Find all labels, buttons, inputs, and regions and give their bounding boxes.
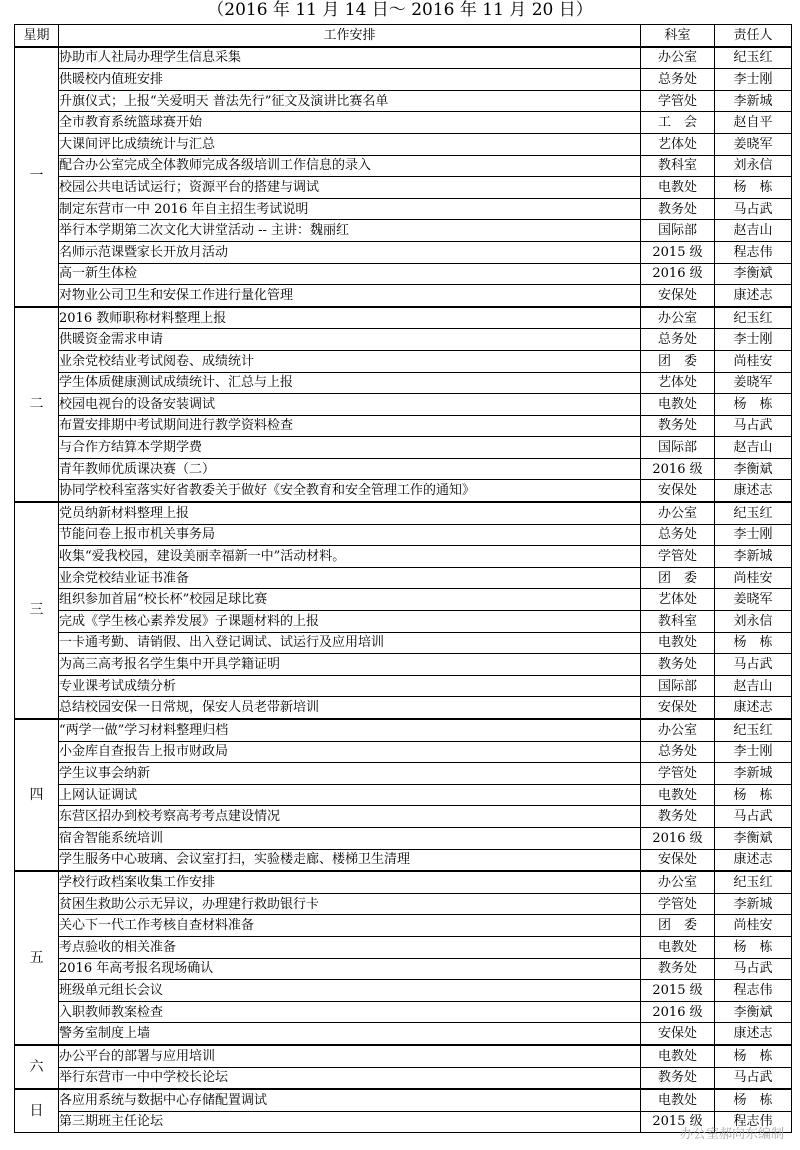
person-cell: 尚桂安 xyxy=(715,567,792,589)
dept-cell: 电教处 xyxy=(641,1089,715,1111)
table-row xyxy=(15,675,792,697)
day-group xyxy=(15,1089,792,1133)
task-cell: 供暖校内值班安排 xyxy=(59,69,641,91)
dept-cell: 电教处 xyxy=(641,394,715,416)
task-cell: 业余党校结业考试阅卷、成绩统计 xyxy=(59,350,641,372)
dept-cell: 2015 级 xyxy=(641,980,715,1002)
person-cell: 杨 栋 xyxy=(715,632,792,654)
table-row xyxy=(15,177,792,199)
person-cell: 李新城 xyxy=(715,763,792,785)
person-cell: 杨 栋 xyxy=(715,177,792,199)
dept-cell: 教科室 xyxy=(641,611,715,633)
table-row xyxy=(15,1089,792,1111)
dept-cell: 安保处 xyxy=(641,697,715,719)
dept-cell: 国际部 xyxy=(641,220,715,242)
person-cell: 刘永信 xyxy=(715,611,792,633)
dept-cell: 安保处 xyxy=(641,480,715,502)
person-cell: 纪玉红 xyxy=(715,871,792,893)
table-row xyxy=(15,915,792,937)
table-row xyxy=(15,763,792,785)
dept-cell: 学管处 xyxy=(641,546,715,568)
task-cell: 班级单元组长会议 xyxy=(59,980,641,1002)
task-cell: 上网认证调试 xyxy=(59,784,641,806)
person-cell: 赵自平 xyxy=(715,112,792,134)
task-cell: 2016 教师职称材料整理上报 xyxy=(59,307,641,329)
table-header xyxy=(15,25,792,47)
dept-cell: 总务处 xyxy=(641,329,715,351)
dept-cell: 总务处 xyxy=(641,69,715,91)
table-row xyxy=(15,524,792,546)
table-row xyxy=(15,697,792,719)
person-cell: 李新城 xyxy=(715,90,792,112)
dept-cell: 2015 级 xyxy=(641,241,715,263)
task-cell: 关心下一代工作考核自查材料准备 xyxy=(59,915,641,937)
dept-cell: 办公室 xyxy=(641,307,715,329)
table-row xyxy=(15,871,792,893)
table-row xyxy=(15,350,792,372)
task-cell: 一卡通考勤、请销假、出入登记调试、试运行及应用培训 xyxy=(59,632,641,654)
table-row xyxy=(15,741,792,763)
dept-cell: 办公室 xyxy=(641,47,715,69)
table-row xyxy=(15,458,792,480)
person-cell: 康述志 xyxy=(715,697,792,719)
dept-cell: 电教处 xyxy=(641,177,715,199)
person-cell: 马占武 xyxy=(715,654,792,676)
day-cell: 日 xyxy=(15,1089,59,1133)
task-cell: 全市教育系统篮球赛开始 xyxy=(59,112,641,134)
person-cell: 康述志 xyxy=(715,1023,792,1045)
day-group xyxy=(15,871,792,1045)
table-row xyxy=(15,849,792,871)
person-cell: 纪玉红 xyxy=(715,47,792,69)
task-cell: 宿舍智能系统培训 xyxy=(59,827,641,849)
day-cell: 二 xyxy=(15,307,59,502)
person-cell: 杨 栋 xyxy=(715,394,792,416)
dept-cell: 安保处 xyxy=(641,1023,715,1045)
person-cell: 马占武 xyxy=(715,1067,792,1089)
dept-cell: 艺体处 xyxy=(641,133,715,155)
task-cell: 对物业公司卫生和安保工作进行量化管理 xyxy=(59,285,641,307)
table-row xyxy=(15,546,792,568)
task-cell: 供暖资金需求申请 xyxy=(59,329,641,351)
table-row xyxy=(15,1001,792,1023)
person-cell: 赵吉山 xyxy=(715,437,792,459)
person-cell: 康述志 xyxy=(715,849,792,871)
task-cell: 为高三高考报名学生集中开具学籍证明 xyxy=(59,654,641,676)
dept-cell: 教务处 xyxy=(641,654,715,676)
task-cell: 校园公共电话试运行；资源平台的搭建与调试 xyxy=(59,177,641,199)
task-cell: 节能问卷上报市机关事务局 xyxy=(59,524,641,546)
day-cell: 一 xyxy=(15,47,59,307)
task-cell: 名师示范课暨家长开放月活动 xyxy=(59,241,641,263)
task-cell: 举行东营市一中中学校长论坛 xyxy=(59,1067,641,1089)
table-row xyxy=(15,480,792,502)
dept-cell: 国际部 xyxy=(641,675,715,697)
task-cell: 各应用系统与数据中心存储配置调试 xyxy=(59,1089,641,1111)
task-cell: 业余党校结业证书准备 xyxy=(59,567,641,589)
table-row xyxy=(15,589,792,611)
person-cell: 李士刚 xyxy=(715,329,792,351)
person-cell: 马占武 xyxy=(715,198,792,220)
table-row xyxy=(15,112,792,134)
dept-cell: 2016 级 xyxy=(641,1001,715,1023)
footer-credit: 办公室郝向东编制 xyxy=(679,1127,784,1142)
dept-cell: 电教处 xyxy=(641,1045,715,1067)
task-cell: 升旗仪式；上报“关爱明天 普法先行”征文及演讲比赛名单 xyxy=(59,90,641,112)
dept-cell: 学管处 xyxy=(641,893,715,915)
dept-cell: 国际部 xyxy=(641,437,715,459)
dept-cell: 学管处 xyxy=(641,90,715,112)
dept-cell: 电教处 xyxy=(641,784,715,806)
dept-cell: 教务处 xyxy=(641,198,715,220)
task-cell: 学生议事会纳新 xyxy=(59,763,641,785)
person-cell: 尚桂安 xyxy=(715,915,792,937)
day-group xyxy=(15,719,792,871)
dept-cell: 团 委 xyxy=(641,350,715,372)
person-cell: 马占武 xyxy=(715,806,792,828)
table-row xyxy=(15,980,792,1002)
table-row xyxy=(15,719,792,741)
day-cell: 三 xyxy=(15,502,59,719)
person-cell: 李衡斌 xyxy=(715,458,792,480)
day-group xyxy=(15,502,792,719)
weekly-schedule-table xyxy=(14,24,792,1133)
task-cell: 第三期班主任论坛 xyxy=(59,1111,641,1133)
person-cell: 杨 栋 xyxy=(715,936,792,958)
dept-cell: 电教处 xyxy=(641,936,715,958)
day-group xyxy=(15,307,792,502)
table-row xyxy=(15,415,792,437)
dept-cell: 工 会 xyxy=(641,112,715,134)
person-cell: 程志伟 xyxy=(715,241,792,263)
task-cell: 学校行政档案收集工作安排 xyxy=(59,871,641,893)
person-cell: 刘永信 xyxy=(715,155,792,177)
person-cell: 纪玉红 xyxy=(715,307,792,329)
dept-cell: 总务处 xyxy=(641,524,715,546)
schedule-title: （2016 年 11 月 14 日～ 2016 年 11 月 20 日） xyxy=(207,0,593,20)
person-cell: 姜晓军 xyxy=(715,589,792,611)
table-row xyxy=(15,69,792,91)
dept-cell: 教务处 xyxy=(641,958,715,980)
task-cell: 贫困生救助公示无异议，办理建行救助银行卡 xyxy=(59,893,641,915)
task-cell: 完成《学生核心素养发展》子课题材料的上报 xyxy=(59,611,641,633)
dept-cell: 2016 级 xyxy=(641,263,715,285)
table-row xyxy=(15,806,792,828)
person-cell: 程志伟 xyxy=(715,980,792,1002)
table-row xyxy=(15,958,792,980)
table-row xyxy=(15,611,792,633)
dept-cell: 团 委 xyxy=(641,915,715,937)
table-row xyxy=(15,47,792,69)
person-cell: 纪玉红 xyxy=(715,719,792,741)
header-dept: 科室 xyxy=(641,25,715,47)
task-cell: 办公平台的部署与应用培训 xyxy=(59,1045,641,1067)
person-cell: 马占武 xyxy=(715,415,792,437)
person-cell: 杨 栋 xyxy=(715,784,792,806)
dept-cell: 办公室 xyxy=(641,502,715,524)
dept-cell: 总务处 xyxy=(641,741,715,763)
task-cell: 总结校园安保一日常规，保安人员老带新培训 xyxy=(59,697,641,719)
person-cell: 尚桂安 xyxy=(715,350,792,372)
day-cell: 四 xyxy=(15,719,59,871)
person-cell: 杨 栋 xyxy=(715,1045,792,1067)
dept-cell: 教务处 xyxy=(641,806,715,828)
person-cell: 赵吉山 xyxy=(715,675,792,697)
person-cell: 李士刚 xyxy=(715,524,792,546)
task-cell: 协助市人社局办理学生信息采集 xyxy=(59,47,641,69)
task-cell: 举行本学期第二次文化大讲堂活动 -- 主讲：魏丽红 xyxy=(59,220,641,242)
task-cell: 党员纳新材料整理上报 xyxy=(59,502,641,524)
table-row xyxy=(15,155,792,177)
task-cell: 青年教师优质课决赛（二） xyxy=(59,458,641,480)
task-cell: “两学一做”学习材料整理归档 xyxy=(59,719,641,741)
person-cell: 马占武 xyxy=(715,958,792,980)
person-cell: 姜晓军 xyxy=(715,372,792,394)
task-cell: 警务室制度上墙 xyxy=(59,1023,641,1045)
person-cell: 康述志 xyxy=(715,480,792,502)
table-row xyxy=(15,263,792,285)
table-row xyxy=(15,1023,792,1045)
header-task: 工作安排 xyxy=(59,25,641,47)
table-row xyxy=(15,632,792,654)
dept-cell: 2016 级 xyxy=(641,827,715,849)
task-cell: 2016 年高考报名现场确认 xyxy=(59,958,641,980)
task-cell: 配合办公室完成全体教师完成各级培训工作信息的录入 xyxy=(59,155,641,177)
person-cell: 李士刚 xyxy=(715,69,792,91)
dept-cell: 团 委 xyxy=(641,567,715,589)
table-row xyxy=(15,198,792,220)
dept-cell: 学管处 xyxy=(641,763,715,785)
task-cell: 学生服务中心玻璃、会议室打扫，实验楼走廊、楼梯卫生清理 xyxy=(59,849,641,871)
task-cell: 组织参加首届“校长杯”校园足球比赛 xyxy=(59,589,641,611)
task-cell: 小金库自查报告上报市财政局 xyxy=(59,741,641,763)
table-row xyxy=(15,220,792,242)
dept-cell: 办公室 xyxy=(641,871,715,893)
person-cell: 程志伟 xyxy=(715,1111,792,1133)
task-cell: 收集“爱我校园，建设美丽幸福新一中”活动材料。 xyxy=(59,546,641,568)
dept-cell: 教务处 xyxy=(641,415,715,437)
table-row xyxy=(15,1045,792,1067)
table-row xyxy=(15,437,792,459)
task-cell: 考点验收的相关准备 xyxy=(59,936,641,958)
table-row xyxy=(15,329,792,351)
table-row xyxy=(15,893,792,915)
task-cell: 高一新生体检 xyxy=(59,263,641,285)
dept-cell: 2016 级 xyxy=(641,458,715,480)
dept-cell: 安保处 xyxy=(641,285,715,307)
header-person: 责任人 xyxy=(715,25,792,47)
task-cell: 布置安排期中考试期间进行教学资料检查 xyxy=(59,415,641,437)
dept-cell: 安保处 xyxy=(641,849,715,871)
day-cell: 六 xyxy=(15,1045,59,1089)
table-row xyxy=(15,241,792,263)
dept-cell: 2015 级 xyxy=(641,1111,715,1133)
table-row xyxy=(15,372,792,394)
person-cell: 李衡斌 xyxy=(715,1001,792,1023)
table-row xyxy=(15,133,792,155)
table-row xyxy=(15,784,792,806)
person-cell: 李衡斌 xyxy=(715,827,792,849)
day-group xyxy=(15,1045,792,1089)
table-row xyxy=(15,1067,792,1089)
table-row xyxy=(15,307,792,329)
header-day: 星期 xyxy=(15,25,59,47)
dept-cell: 电教处 xyxy=(641,632,715,654)
task-cell: 制定东营市一中 2016 年自主招生考试说明 xyxy=(59,198,641,220)
table-row xyxy=(15,827,792,849)
dept-cell: 艺体处 xyxy=(641,372,715,394)
dept-cell: 艺体处 xyxy=(641,589,715,611)
task-cell: 协同学校科室落实好省教委关于做好《安全教育和安全管理工作的通知》 xyxy=(59,480,641,502)
table-row xyxy=(15,654,792,676)
task-cell: 校园电视台的设备安装调试 xyxy=(59,394,641,416)
person-cell: 李新城 xyxy=(715,893,792,915)
day-group xyxy=(15,47,792,307)
task-cell: 与合作方结算本学期学费 xyxy=(59,437,641,459)
dept-cell: 办公室 xyxy=(641,719,715,741)
dept-cell: 教科室 xyxy=(641,155,715,177)
table-row xyxy=(15,502,792,524)
table-row xyxy=(15,567,792,589)
table-row xyxy=(15,90,792,112)
task-cell: 大课间评比成绩统计与汇总 xyxy=(59,133,641,155)
person-cell: 姜晓军 xyxy=(715,133,792,155)
person-cell: 杨 栋 xyxy=(715,1089,792,1111)
table-row xyxy=(15,394,792,416)
person-cell: 赵吉山 xyxy=(715,220,792,242)
task-cell: 入职教师教案检查 xyxy=(59,1001,641,1023)
task-cell: 东营区招办到校考察高考考点建设情况 xyxy=(59,806,641,828)
person-cell: 李新城 xyxy=(715,546,792,568)
person-cell: 李衡斌 xyxy=(715,263,792,285)
dept-cell: 教务处 xyxy=(641,1067,715,1089)
table-row xyxy=(15,936,792,958)
table-row xyxy=(15,1111,792,1133)
task-cell: 专业课考试成绩分析 xyxy=(59,675,641,697)
table-row xyxy=(15,285,792,307)
task-cell: 学生体质健康测试成绩统计、汇总与上报 xyxy=(59,372,641,394)
person-cell: 李士刚 xyxy=(715,741,792,763)
person-cell: 康述志 xyxy=(715,285,792,307)
day-cell: 五 xyxy=(15,871,59,1045)
person-cell: 纪玉红 xyxy=(715,502,792,524)
